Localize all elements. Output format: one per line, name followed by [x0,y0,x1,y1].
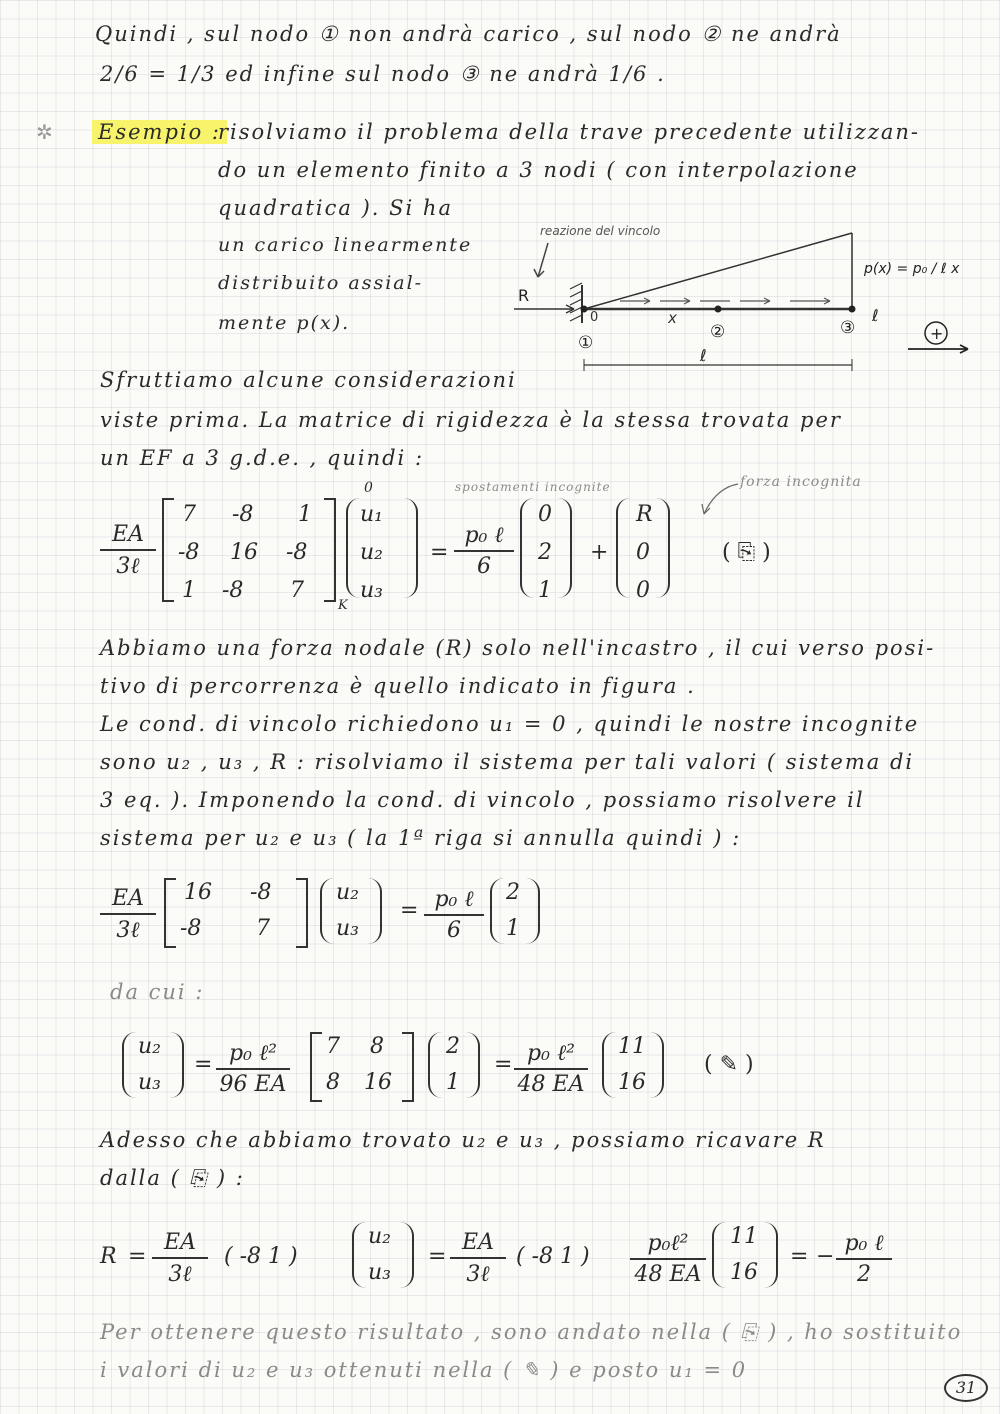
node-1 [581,306,588,313]
text-line: Quindi , sul nodo ① non andrà carico , sul nodo ② ne andrà [95,22,842,46]
sign-label: + [930,324,944,343]
highlight-example: Esempio : [92,120,227,144]
text-line: Abbiamo una forza nodale (R) solo nell'incastro , il cui verso posi- [100,636,936,660]
text-line: 2/6 = 1/3 ed infine sul nodo ③ ne andrà 1/6 . [100,62,666,86]
text-line: un carico linearmente [218,234,473,256]
node-3 [849,306,856,313]
text-line: i valori di u₂ e u₃ ottenuti nella ( ✎ ) e posto u₁ = 0 [100,1358,748,1382]
reaction-R: R [518,286,530,305]
reaction-label: reazione del vincolo [540,224,661,238]
sticker-icon: ✲ [36,120,53,144]
text-line: da cui : [110,980,205,1004]
node-1-label: ① [578,333,594,353]
text-line: Le cond. di vincolo richiedono u₁ = 0 , quindi le nostre incognite [100,712,920,736]
text-line: Adesso che abbiamo trovato u₂ e u₃ , possiamo ricavare R [100,1128,826,1152]
text-line: sistema per u₂ e u₃ ( la 1ª riga si annulla quindi ) : [100,826,742,850]
text-line: quadratica ). Si ha [218,196,453,220]
page-number: 31 [944,1374,988,1402]
text-line: do un elemento finito a 3 nodi ( con interpolazione [218,158,859,182]
note-displacements: spostamenti incognite [455,480,611,494]
equation-tag: ( ✎ ) [704,1052,754,1077]
length-label: ℓ [700,346,707,365]
text-line: risolviamo il problema della trave precedente utilizzan- [218,120,921,144]
text-line: Per ottenere questo risultato , sono andato nella ( ⎘ ) , ho sostituito [100,1320,963,1344]
text-line: viste prima. La matrice di rigidezza è la stessa trovata per [100,408,842,432]
x-label: x [668,309,677,327]
text-line: tivo di percorrenza è quello indicato in figura . [100,674,696,698]
text-line: 3 eq. ). Imponendo la cond. di vincolo , possiamo risolvere il [100,788,865,812]
text-line: mente p(x). [218,312,351,334]
text-line: dalla ( ⎘ ) : [100,1166,245,1190]
text-line: sono u₂ , u₃ , R : risolviamo il sistema per tali valori ( sistema di [100,750,915,774]
note-force: forza incognita [740,474,862,490]
equation-tag: ( ⎘ ) [722,540,771,565]
end-label: ℓ [872,306,879,325]
node-3-label: ③ [840,318,856,338]
node-2-label: ② [710,322,726,342]
origin-label: 0 [590,310,599,325]
example-label [92,120,227,144]
beam-diagram [500,215,980,380]
load-label: p(x) = p₀ / ℓ x [864,261,960,277]
node-2 [715,306,722,313]
note-arrow [676,478,746,528]
text-line: Sfruttiamo alcune considerazioni [100,368,517,392]
text-line: distribuito assial- [218,272,424,294]
text-line: un EF a 3 g.d.e. , quindi : [100,446,425,470]
